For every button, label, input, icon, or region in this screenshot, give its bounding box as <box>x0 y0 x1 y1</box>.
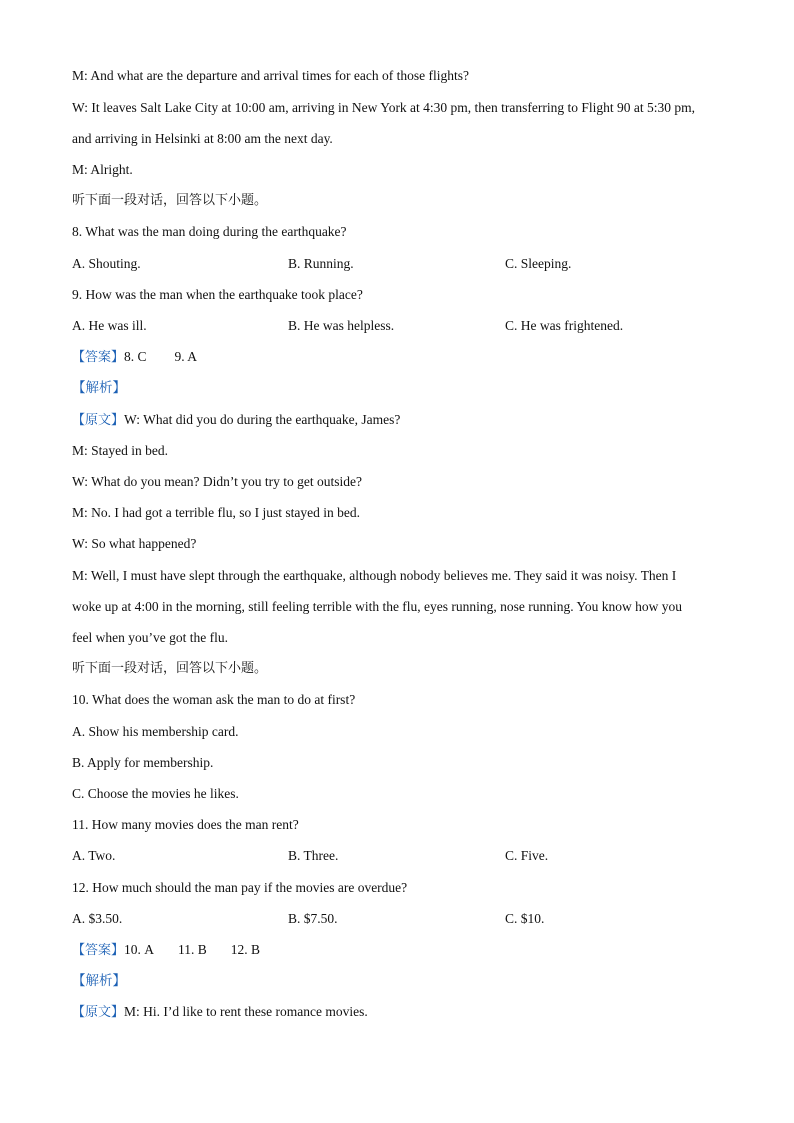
transcript-line: M: No. I had got a terrible flu, so I just stayed in bed. <box>72 505 360 520</box>
transcript-text: M: Hi. I’d like to rent these romance movies. <box>124 1004 368 1019</box>
answer-value: 9. A <box>174 349 198 364</box>
answer-value: 8. C <box>124 349 147 364</box>
q9-option-a: A. He was ill. <box>72 318 147 333</box>
question-8: 8. What was the man doing during the earthquake? <box>72 224 347 239</box>
q9-option-c: C. He was frightened. <box>505 318 624 333</box>
q11-option-a: A. Two. <box>72 848 116 863</box>
dialogue-line: W: It leaves Salt Lake City at 10:00 am, arriving in New York at 4:30 pm, then transferring to Flight 90 at 5:30 pm, <box>72 100 696 115</box>
transcript-line: woke up at 4:00 in the morning, still feeling terrible with the flu, eyes running, nose running. You know how you <box>72 599 683 614</box>
q12-option-a: A. $3.50. <box>72 911 123 926</box>
question-10: 10. What does the woman ask the man to do at first? <box>72 692 356 707</box>
q9-option-b: B. He was helpless. <box>288 318 395 333</box>
transcript-line: W: So what happened? <box>72 536 197 551</box>
analysis-tag: 【解析】 <box>72 973 126 989</box>
section-instruction: 听下面一段对话，回答以下小题。 <box>72 193 268 208</box>
answer-value: 11. B <box>178 942 207 957</box>
q11-option-c: C. Five. <box>505 848 549 863</box>
q10-option-b: B. Apply for membership. <box>72 755 214 770</box>
answer-tag: 【答案】 <box>72 350 125 365</box>
q11-option-b: B. Three. <box>288 848 339 863</box>
analysis-tag: 【解析】 <box>72 380 126 396</box>
transcript-text: W: What did you do during the earthquake, James? <box>124 412 401 427</box>
transcript-line: M: Stayed in bed. <box>72 443 168 458</box>
question-11: 11. How many movies does the man rent? <box>72 817 299 832</box>
q8-option-a: A. Shouting. <box>72 256 141 271</box>
transcript-line <box>72 1003 368 1022</box>
dialogue-line: M: Alright. <box>72 162 133 177</box>
q8-option-c: C. Sleeping. <box>505 256 572 271</box>
dialogue-line: M: And what are the departure and arrival times for each of those flights? <box>72 68 469 83</box>
answer-value: 12. B <box>230 942 261 957</box>
answer-row-2 <box>72 941 260 960</box>
q10-option-a: A. Show his membership card. <box>72 724 239 739</box>
answer-row-1 <box>72 348 197 367</box>
section-instruction: 听下面一段对话，回答以下小题。 <box>72 661 268 676</box>
question-9: 9. How was the man when the earthquake took place? <box>72 287 363 302</box>
answer-value: 10. A <box>124 942 155 957</box>
original-tag: 【原文】 <box>72 1005 125 1020</box>
original-tag: 【原文】 <box>72 413 125 428</box>
transcript-line: W: What do you mean? Didn’t you try to get outside? <box>72 474 362 489</box>
answer-tag: 【答案】 <box>72 943 125 958</box>
dialogue-line: and arriving in Helsinki at 8:00 am the next day. <box>72 131 333 146</box>
transcript-line <box>72 411 400 430</box>
q12-option-b: B. $7.50. <box>288 911 338 926</box>
transcript-line: feel when you’ve got the flu. <box>72 630 228 645</box>
q10-option-c: C. Choose the movies he likes. <box>72 786 239 801</box>
transcript-line: M: Well, I must have slept through the earthquake, although nobody believes me. They said it was noisy. Then I <box>72 568 677 583</box>
q8-option-b: B. Running. <box>288 256 354 271</box>
question-12: 12. How much should the man pay if the movies are overdue? <box>72 880 408 895</box>
q12-option-c: C. $10. <box>505 911 545 926</box>
